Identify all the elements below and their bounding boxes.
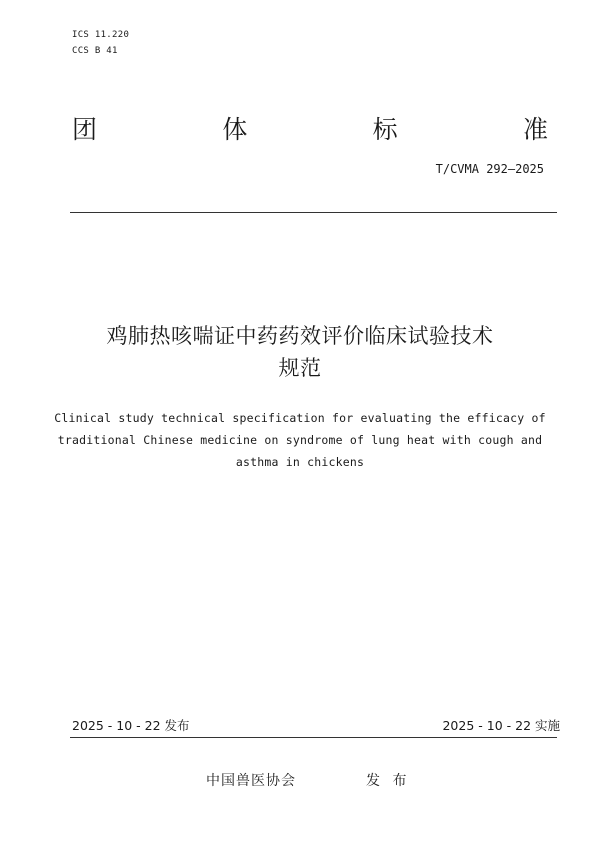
standard-type-heading: [72, 112, 548, 148]
standard-number: T/CVMA 292—2025: [435, 162, 544, 176]
issue-date: 2025 - 10 - 22 发布: [72, 718, 190, 733]
english-title: [40, 407, 560, 473]
ics-code: ICS 11.220: [72, 30, 130, 40]
standard-type-char: 标: [372, 115, 398, 144]
classification-codes: [72, 27, 129, 59]
chinese-title-line: 规范: [278, 356, 322, 380]
english-title-line: traditional Chinese medicine on syndrome of lung heat with cough and: [57, 433, 543, 447]
english-title-line: asthma in chickens: [235, 455, 365, 469]
bottom-divider: [70, 737, 557, 738]
date-row: [72, 717, 560, 735]
chinese-title-line: 鸡肺热咳喘证中药药效评价临床试验技术: [106, 324, 494, 348]
standard-type-char: 团: [72, 115, 98, 144]
standard-type-char: 准: [522, 115, 548, 144]
english-title-line: Clinical study technical specification for evaluating the efficacy of: [54, 411, 546, 425]
publisher-name: 中国兽医协会: [206, 773, 296, 789]
implementation-date: 2025 - 10 - 22 实施: [442, 718, 560, 733]
ccs-code: CCS B 41: [72, 46, 118, 56]
chinese-title: [40, 320, 560, 384]
top-divider: [70, 212, 557, 213]
publish-label: 发 布: [366, 773, 411, 789]
standard-type-char: 体: [222, 115, 248, 144]
